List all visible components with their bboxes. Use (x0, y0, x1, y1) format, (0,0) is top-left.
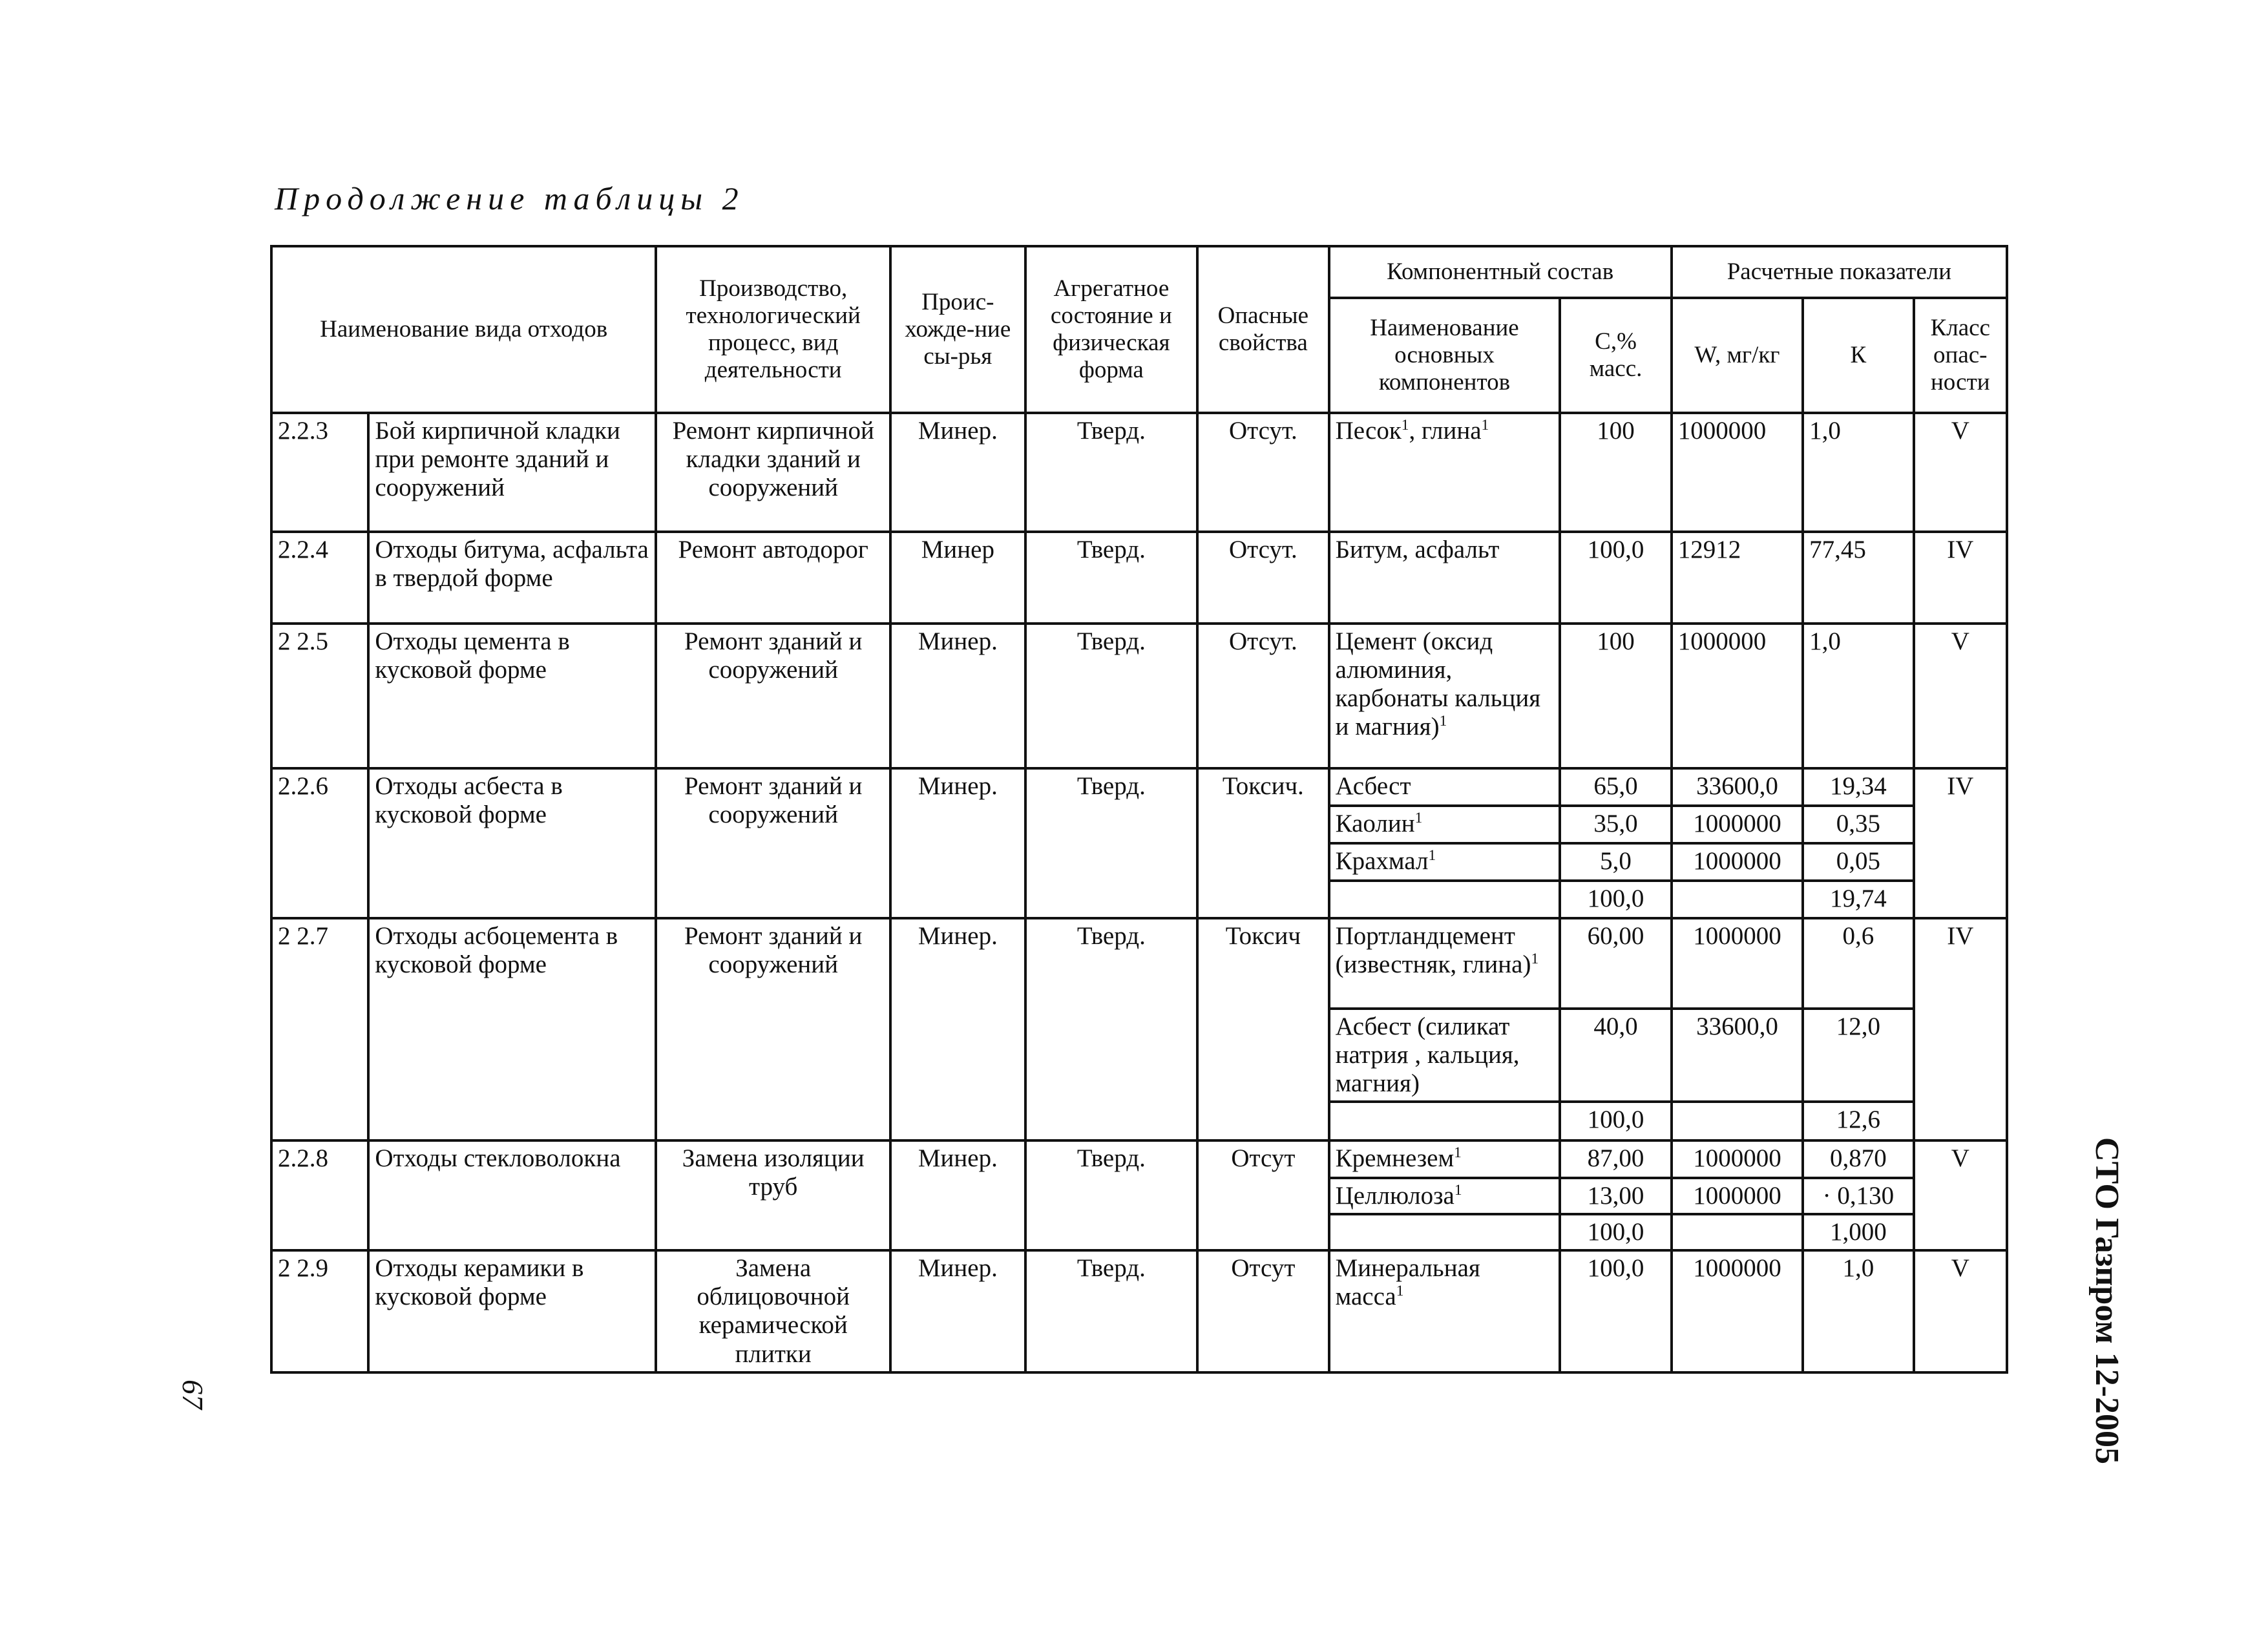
waste-name: Бой кирпичной кладки при ремонте зданий и сооружений (368, 413, 656, 532)
production-cell: Ремонт зданий и сооружений (656, 768, 890, 918)
component-text: Минеральная масса (1335, 1254, 1480, 1311)
class-cell: V (1914, 413, 2007, 532)
row-number: 2.2.3 (271, 413, 368, 532)
table-row (271, 918, 2007, 1009)
c-value: 100,0 (1560, 1250, 1671, 1372)
c-value: 13,00 (1560, 1178, 1671, 1214)
w-value (1672, 1102, 1803, 1140)
hazard-cell: Отсут (1197, 1250, 1328, 1372)
c-value: 87,00 (1560, 1140, 1671, 1178)
class-cell: V (1914, 1140, 2007, 1250)
header-w: W, мг/кг (1672, 298, 1803, 413)
component-name (1329, 806, 1560, 843)
table-row (271, 1140, 2007, 1178)
table-row (271, 768, 2007, 806)
production-cell: Замена изоляции труб (656, 1140, 890, 1250)
table-row (271, 532, 2007, 624)
w-value: 1000000 (1672, 1140, 1803, 1178)
waste-name: Отходы асбеста в кусковой форме (368, 768, 656, 918)
w-value: 12912 (1672, 532, 1803, 624)
footnote-mark: 1 (1396, 1283, 1404, 1300)
production-cell: Замена облицовочной керамической плитки (656, 1250, 890, 1372)
table-caption: Продолжение таблицы 2 (275, 180, 744, 216)
c-value: 40,0 (1560, 1009, 1671, 1102)
c-value: 35,0 (1560, 806, 1671, 843)
aggregate-cell: Тверд. (1025, 768, 1198, 918)
component-name: Асбест (силикат натрия , кальция, магния) (1329, 1009, 1560, 1102)
component-name: Асбест (1329, 768, 1560, 806)
header-production: Производство, технологический процесс, вид деятельности (656, 246, 890, 413)
table-row (271, 413, 2007, 532)
component-name (1329, 624, 1560, 768)
c-value: 5,0 (1560, 843, 1671, 881)
w-value (1672, 881, 1803, 918)
footnote-mark: 1 (1454, 1182, 1462, 1199)
w-value: 33600,0 (1672, 1009, 1803, 1102)
w-value: 1000000 (1672, 624, 1803, 768)
component-name (1329, 1214, 1560, 1250)
waste-name: Отходы цемента в кусковой форме (368, 624, 656, 768)
production-cell: Ремонт зданий и сооружений (656, 624, 890, 768)
w-value: 1000000 (1672, 1178, 1803, 1214)
hazard-cell: Отсут (1197, 1140, 1328, 1250)
hazard-cell: Токсич (1197, 918, 1328, 1140)
class-cell: IV (1914, 918, 2007, 1140)
k-value: 1,0 (1803, 1250, 1913, 1372)
component-name: Битум, асфальт (1329, 532, 1560, 624)
footnote-mark: 1 (1414, 810, 1423, 826)
k-value: 0,05 (1803, 843, 1913, 881)
component-name (1329, 1102, 1560, 1140)
w-value: 1000000 (1672, 843, 1803, 881)
aggregate-cell: Тверд. (1025, 918, 1198, 1140)
row-number: 2 2.9 (271, 1250, 368, 1372)
footnote-mark: 1 (1439, 713, 1447, 730)
page-number: 67 (176, 1380, 209, 1409)
header-calc-group: Расчетные показатели (1672, 246, 2007, 298)
component-text: Кремнезем (1335, 1144, 1454, 1173)
header-hazard: Опасные свойства (1197, 246, 1328, 413)
header-name: Наименование вида отходов (271, 246, 656, 413)
k-total: 19,74 (1803, 881, 1913, 918)
row-number: 2 2.5 (271, 624, 368, 768)
k-value: 1,0 (1803, 624, 1913, 768)
origin-cell: Минер (890, 532, 1025, 624)
w-value: 1000000 (1672, 918, 1803, 1009)
header-k: К (1803, 298, 1913, 413)
k-value: · 0,130 (1803, 1178, 1913, 1214)
component-text: Целлюлоза (1335, 1182, 1454, 1210)
c-value: 65,0 (1560, 768, 1671, 806)
header-component-name: Наименование основных компонентов (1329, 298, 1560, 413)
k-value: 1,0 (1803, 413, 1913, 532)
component-text: Крахмал (1335, 847, 1429, 875)
component-name (1329, 1140, 1560, 1178)
aggregate-cell: Тверд. (1025, 1140, 1198, 1250)
component-name (1329, 413, 1560, 532)
c-total: 100,0 (1560, 881, 1671, 918)
k-value: 0,35 (1803, 806, 1913, 843)
row-number: 2.2.6 (271, 768, 368, 918)
component-text: Цемент (оксид алюминия, карбонаты кальция и магния) (1335, 627, 1541, 741)
waste-name: Отходы асбоцемента в кусковой форме (368, 918, 656, 1140)
class-cell: IV (1914, 768, 2007, 918)
component-text: Портландцемент (известняк, глина) (1335, 922, 1531, 979)
w-value: 1000000 (1672, 1250, 1803, 1372)
c-value: 100 (1560, 413, 1671, 532)
hazard-cell: Токсич. (1197, 768, 1328, 918)
component-name (1329, 1178, 1560, 1214)
aggregate-cell: Тверд. (1025, 413, 1198, 532)
aggregate-cell: Тверд. (1025, 1250, 1198, 1372)
footnote-mark: 1 (1428, 847, 1436, 864)
aggregate-cell: Тверд. (1025, 532, 1198, 624)
hazard-cell: Отсут. (1197, 624, 1328, 768)
production-cell: Ремонт кирпичной кладки зданий и сооружений (656, 413, 890, 532)
waste-table (270, 245, 2008, 1374)
c-value: 100,0 (1560, 532, 1671, 624)
w-value (1672, 1214, 1803, 1250)
component-text: Песок (1335, 417, 1402, 445)
w-value: 33600,0 (1672, 768, 1803, 806)
k-value: 19,34 (1803, 768, 1913, 806)
c-total: 100,0 (1560, 1102, 1671, 1140)
header-row-1 (271, 246, 2007, 298)
production-cell: Ремонт автодорог (656, 532, 890, 624)
k-value: 77,45 (1803, 532, 1913, 624)
k-total: 12,6 (1803, 1102, 1913, 1140)
header-aggregate: Агрегатное состояние и физическая форма (1025, 246, 1198, 413)
k-value: 0,870 (1803, 1140, 1913, 1178)
header-class: Класс опас-ности (1914, 298, 2007, 413)
footnote-mark: 1 (1454, 1144, 1462, 1162)
k-total: 1,000 (1803, 1214, 1913, 1250)
footnote-mark: 1 (1481, 417, 1489, 434)
class-cell: IV (1914, 532, 2007, 624)
row-number: 2.2.8 (271, 1140, 368, 1250)
origin-cell: Минер. (890, 768, 1025, 918)
origin-cell: Минер. (890, 918, 1025, 1140)
production-cell: Ремонт зданий и сооружений (656, 918, 890, 1140)
origin-cell: Минер. (890, 413, 1025, 532)
waste-name: Отходы битума, асфальта в твердой форме (368, 532, 656, 624)
component-text: , глина (1409, 417, 1482, 445)
component-name (1329, 918, 1560, 1009)
header-c-mass: С,% масс. (1560, 298, 1671, 413)
origin-cell: Минер. (890, 624, 1025, 768)
origin-cell: Минер. (890, 1140, 1025, 1250)
component-name (1329, 881, 1560, 918)
footnote-mark: 1 (1401, 417, 1409, 434)
c-value: 100 (1560, 624, 1671, 768)
class-cell: V (1914, 1250, 2007, 1372)
footnote-mark: 1 (1531, 951, 1539, 968)
header-origin: Проис-хожде-ние сы-рья (890, 246, 1025, 413)
w-value: 1000000 (1672, 806, 1803, 843)
waste-name: Отходы стекловолокна (368, 1140, 656, 1250)
row-number: 2.2.4 (271, 532, 368, 624)
k-value: 12,0 (1803, 1009, 1913, 1102)
row-number: 2 2.7 (271, 918, 368, 1140)
k-value: 0,6 (1803, 918, 1913, 1009)
component-name (1329, 1250, 1560, 1372)
document-code: СТО Газпром 12-2005 (2088, 1137, 2125, 1465)
component-text: Каолин (1335, 810, 1415, 837)
class-cell: V (1914, 624, 2007, 768)
w-value: 1000000 (1672, 413, 1803, 532)
c-total: 100,0 (1560, 1214, 1671, 1250)
table-row (271, 624, 2007, 768)
waste-name: Отходы керамики в кусковой форме (368, 1250, 656, 1372)
table-row (271, 1250, 2007, 1372)
header-component-group: Компонентный состав (1329, 246, 1672, 298)
c-value: 60,00 (1560, 918, 1671, 1009)
origin-cell: Минер. (890, 1250, 1025, 1372)
hazard-cell: Отсут. (1197, 532, 1328, 624)
aggregate-cell: Тверд. (1025, 624, 1198, 768)
component-name (1329, 843, 1560, 881)
hazard-cell: Отсут. (1197, 413, 1328, 532)
